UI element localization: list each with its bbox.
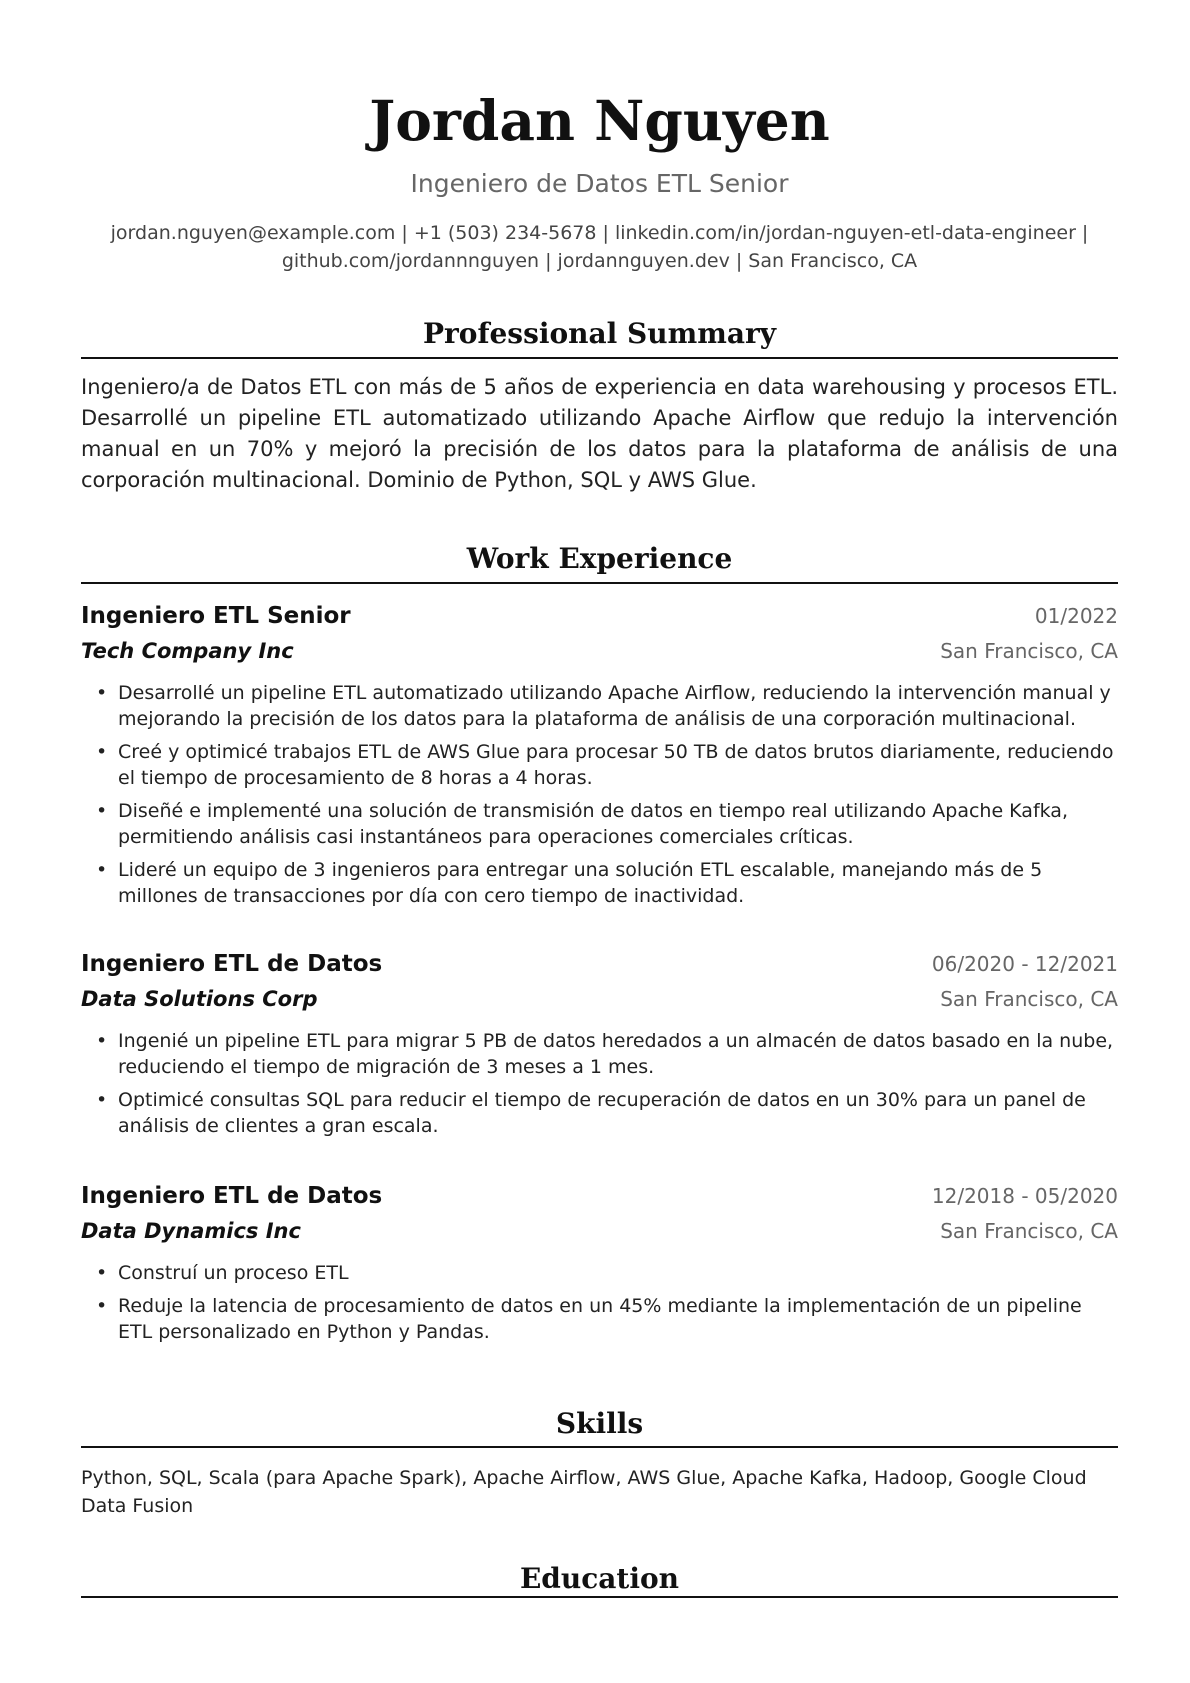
- contact-info: [81, 219, 1118, 275]
- contact-line-1: jordan.nguyen@example.com | +1 (503) 234-5678 | linkedin.com/in/jordan-nguyen-etl-data-engineer |: [110, 222, 1089, 244]
- section-title-education: Education: [519, 1562, 680, 1595]
- bullet-item: • Ingenié un pipeline ETL para migrar 5 PB de datos heredados a un almacén de datos basado en la nube, reduciendo el tiempo de migración de 3 meses a 1 mes.: [96, 1030, 1114, 1078]
- bullet-item: • Diseñé e implementé una solución de transmisión de datos en tiempo real utilizando Apache Kafka, permitiendo análisis casi instantáneos para operaciones comerciales críticas.: [96, 800, 1068, 848]
- section-divider: [81, 357, 1118, 359]
- bullet-dot: •: [96, 682, 108, 704]
- bullet-item: • Desarrollé un pipeline ETL automatizado utilizando Apache Airflow, reduciendo la intervención manual y mejorando la precisión de los datos para la plataforma de análisis de una corporación multinacional.: [96, 682, 1111, 730]
- job-company: Data Solutions Corp: [81, 987, 318, 1011]
- section-divider: [81, 1596, 1118, 1598]
- job-company: Tech Company Inc: [81, 639, 294, 663]
- job-bullets: [81, 680, 1118, 916]
- job-bullets: [81, 1260, 1118, 1352]
- candidate-name: Jordan Nguyen: [369, 88, 830, 153]
- job-title: Ingeniero ETL Senior: [81, 603, 351, 629]
- job-location: San Francisco, CA: [940, 987, 1118, 1011]
- section-title-experience: Work Experience: [466, 542, 733, 575]
- bullet-dot: •: [96, 1262, 108, 1284]
- job-bullets: [81, 1028, 1118, 1146]
- contact-line-2: github.com/jordannnguyen | jordannguyen.dev | San Francisco, CA: [281, 250, 918, 272]
- bullet-item: • Creé y optimicé trabajos ETL de AWS Glue para procesar 50 TB de datos brutos diariamente, reduciendo el tiempo de procesamiento de 8 horas a 4 horas.: [96, 741, 1114, 789]
- section-divider: [81, 1446, 1118, 1448]
- bullet-item: • Optimicé consultas SQL para reducir el tiempo de recuperación de datos en un 30% para un panel de análisis de clientes a gran escala.: [96, 1089, 1086, 1137]
- job-title: Ingeniero ETL de Datos: [81, 1183, 383, 1209]
- job-location: San Francisco, CA: [940, 1219, 1118, 1243]
- skills-text: Python, SQL, Scala (para Apache Spark), Apache Airflow, AWS Glue, Apache Kafka, Hadoop, Google Cloud Data Fusion: [81, 1467, 1087, 1517]
- bullet-dot: •: [96, 1030, 108, 1052]
- bullet-dot: •: [96, 800, 108, 822]
- job-date: 06/2020 - 12/2021: [931, 952, 1118, 976]
- job-date: 01/2022: [1034, 604, 1118, 628]
- bullet-dot: •: [96, 859, 108, 881]
- bullet-item: • Lideré un equipo de 3 ingenieros para entregar una solución ETL escalable, manejando más de 5 millones de transacciones por día con cero tiempo de inactividad.: [96, 859, 1043, 907]
- job-title: Ingeniero ETL de Datos: [81, 951, 383, 977]
- summary-text: Ingeniero/a de Datos ETL con más de 5 años de experiencia en data warehousing y procesos ETL. Desarrollé un pipeline ETL automatizado utilizando Apache Airflow que redujo la intervención manual en un 70% y mejoró la precisión de los datos para la plataforma de análisis de una corporación multinacional. Dominio de Python, SQL y AWS Glue.: [81, 375, 1118, 492]
- section-divider: [81, 582, 1118, 584]
- job-location: San Francisco, CA: [940, 639, 1118, 663]
- bullet-dot: •: [96, 741, 108, 763]
- candidate-title: Ingeniero de Datos ETL Senior: [410, 169, 789, 198]
- bullet-item: • Construí un proceso ETL: [96, 1262, 349, 1284]
- bullet-item: • Reduje la latencia de procesamiento de datos en un 45% mediante la implementación de un pipeline ETL personalizado en Python y Pandas.: [96, 1295, 1082, 1343]
- job-date: 12/2018 - 05/2020: [931, 1184, 1118, 1208]
- section-title-skills: Skills: [555, 1407, 644, 1440]
- job-company: Data Dynamics Inc: [81, 1219, 301, 1243]
- section-title-summary: Professional Summary: [422, 317, 777, 350]
- bullet-dot: •: [96, 1089, 108, 1111]
- bullet-dot: •: [96, 1295, 108, 1317]
